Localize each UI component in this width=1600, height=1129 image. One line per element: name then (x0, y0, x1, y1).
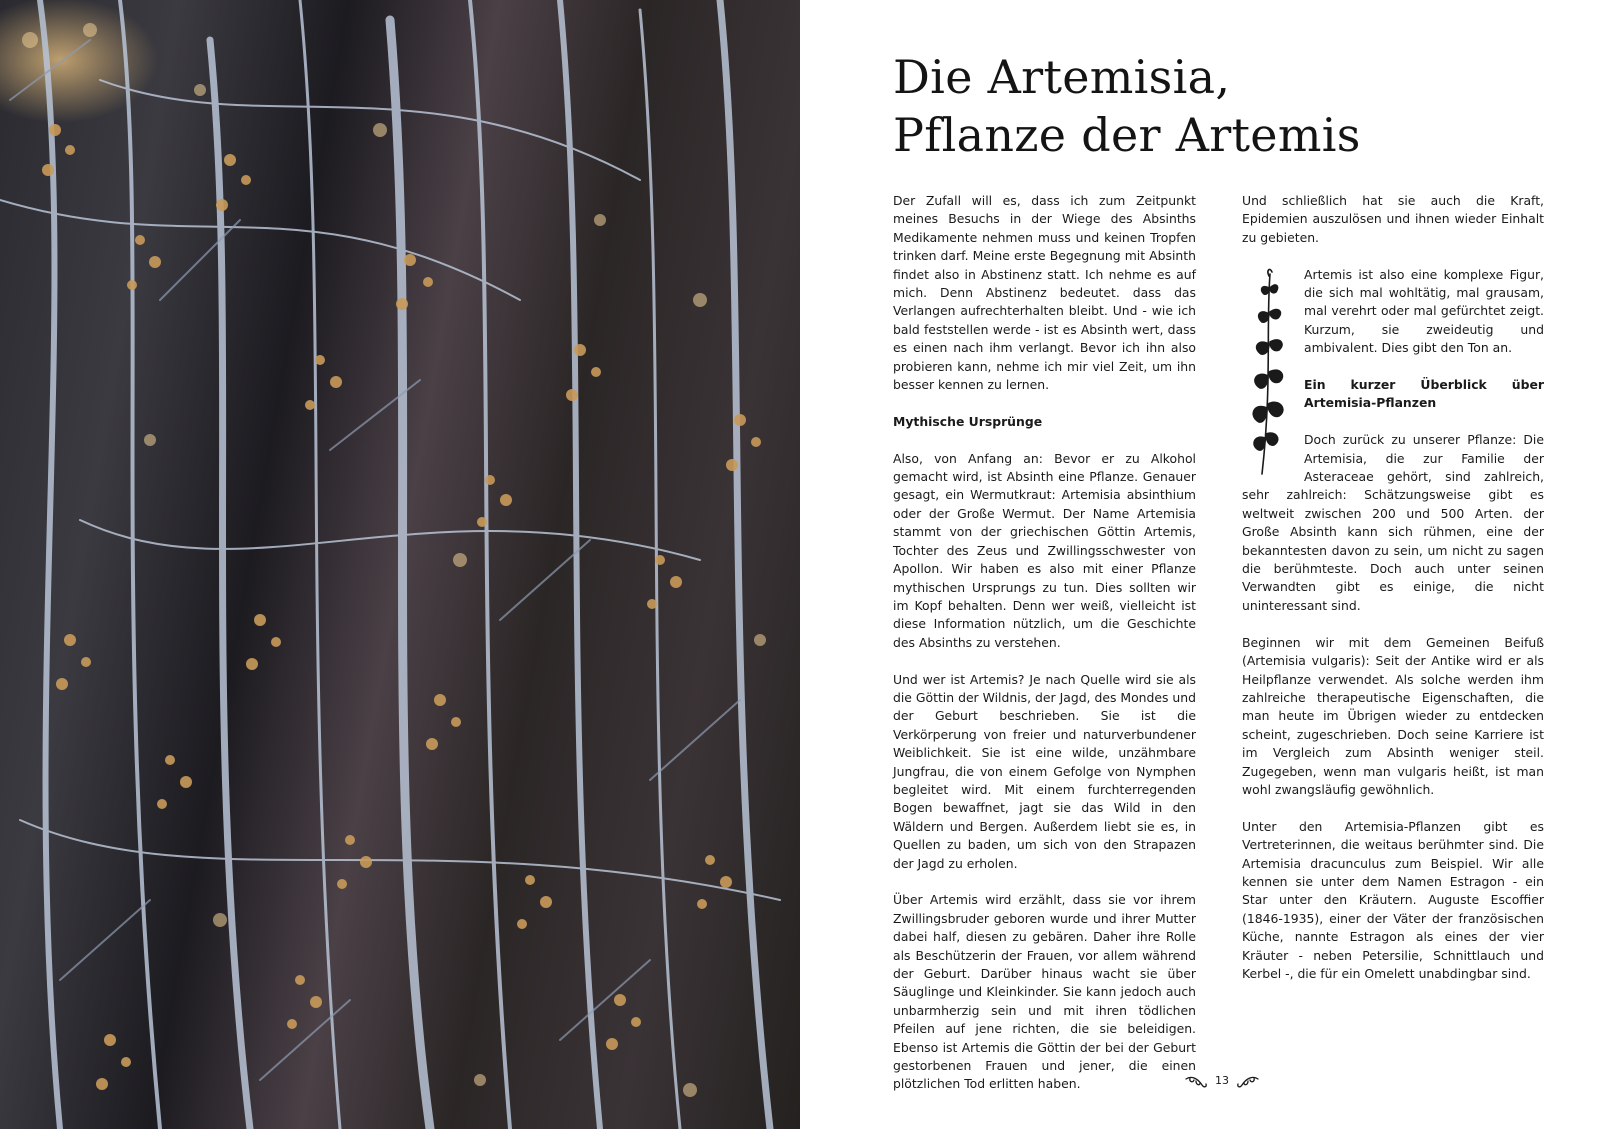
artemisia-sprig-icon (1242, 266, 1304, 478)
section-heading: Ein kurzer Überblick über Artemisia-Pflanzen (1304, 377, 1544, 411)
section-heading: Mythische Ursprünge (893, 413, 1043, 429)
paragraph: Der Zufall will es, dass ich zum Zeitpunkt meines Besuchs in der Wiege des Absinths Medikamente nehmen muss und keinen Tropfen trinken darf. Meine erste Begegnung mit Absinth findet also in Abstinenz statt. Ich nehme es auf mich. Denn Abstinenz bedeutet. dass das Verlangen aufrechterhalten bleibt. Und - wie ich bald feststellen werde - ist es Absinth wert, dass es einen nach ihm verlangt. Bevor ich ihn also probieren kann, nehme ich mir viel Zeit, um ihn besser kennen zu lernen. (893, 193, 1196, 393)
sprig-drawing (1242, 266, 1292, 478)
flourish-left-icon (1184, 1073, 1208, 1091)
paragraph: Unter den Artemisia-Pflanzen gibt es Vertreterinnen, die weitaus berühmter sind. Die Artemisia dracunculus zum Beispiel. Wir alle kennen sie unter dem Namen Estragon - ein Star unter den Kräutern. Auguste Escoffier (1846-1935), einer der Väter der französischen Küche, nannte Estragon als eines der vier Kräuter - neben Petersilie, Schnittlauch und Kerbel -, die für ein Omelett unabdingbar sind. (1242, 818, 1544, 981)
flourish-right-icon (1236, 1073, 1260, 1091)
page-title (893, 48, 1361, 164)
paragraph: Über Artemis wird erzählt, dass sie vor ihrem Zwillingsbruder geboren wurde und ihrer Mutter dabei half, diesen zu gebären. Daher ihre Rolle als Beschützerin der Frauen, vor allem während der Geburt. Darüber hinaus wacht sie über Säuglinge und Kleinkinder. Sie kann jedoch auch unbarmherzig sein und mit ihren tödlichen Pfeilen auf jene richten, die sie beleidigen. Ebenso ist Artemis die Göttin der bei der Geburt gestorbenen Frauen und jener, die einen plötzlichen Tod erlitten haben. (893, 892, 1196, 1092)
title-line-1: Die Artemisia, (893, 50, 1231, 104)
page-folio (1182, 1071, 1262, 1093)
left-text-column (893, 192, 1196, 1112)
paragraph: Und schließlich hat sie auch die Kraft, Epidemien auszulösen und ihnen wieder Einhalt zu gebieten. (1242, 193, 1544, 245)
right-text-column (1242, 192, 1544, 1002)
paragraph: Doch zurück zu unserer Pflanze: Die Artemisia, die zur Familie der Asteraceae gehört, sind zahlreich, sehr zahlreich: Schätzungsweise gibt es weltweit zwischen 200 und 500 Arten. der Große Absinth kann sich rühmen, eine der bekanntesten davon zu sein, um nicht zu sagen die berühmteste. Doch auch unter seinen Verwandten gibt es einige, die nicht uninteressant sind. (1242, 432, 1544, 613)
paragraph: Artemis ist also eine komplexe Figur, die sich mal wohltätig, mal grausam, mal verehrt oder mal gefürchtet zeigt. Kurzum, sie zweideutig und ambivalent. Dies gibt den Ton an. (1304, 266, 1544, 356)
paragraph: Also, von Anfang an: Bevor er zu Alkohol gemacht wird, ist Absinth eine Pflanze. Genauer gesagt, ein Wermutkraut: Artemisia absinthium oder der Große Wermut. Der Name Artemisia stammt von der griechischen Göttin Artemis, Tochter des Zeus und Zwillingsschwester von Apollon. Wir haben es also mit einer Pflanze mythischen Ursprungs zu tun. Dies sollten wir im Kopf behalten. Denn wer weiß, vielleicht ist diese Information nützlich, um die Geschichte des Absinths zu verstehen. (893, 450, 1196, 650)
paragraph: Beginnen wir mit dem Gemeinen Beifuß (Artemisia vulgaris): Seit der Antike wird er als Heilpflanze verwendet. Als solche werden ihm zahlreiche therapeutische Eigenschaften, die man heute im Übrigen wieder zu entdecken scheint, zugeschrieben. Doch seine Karriere ist im Vergleich zum Absinth weniger steil. Zugegeben, wenn man vulgaris heißt, ist man wohl zwangsläufig gewöhnlich. (1242, 634, 1544, 797)
paragraph: Und wer ist Artemis? Je nach Quelle wird sie als die Göttin der Wildnis, der Jagd, des Mondes und der Geburt beschrieben. Sie ist die Verkörperung von freier und naturverbundener Weiblichkeit. Sie ist eine wilde, unzähmbare Jungfrau, die von einem Gefolge von Nymphen begleitet wird. Mit einem furchterregenden Bogen bewaffnet, jagt sie das Wild in den Wäldern und Bergen. Außerdem liebt sie es, in Quellen zu baden, um sich von den Strapazen der Jagd zu erholen. (893, 671, 1196, 871)
title-line-2: Pflanze der Artemis (893, 108, 1361, 162)
page-number: 13 (1215, 1074, 1229, 1087)
